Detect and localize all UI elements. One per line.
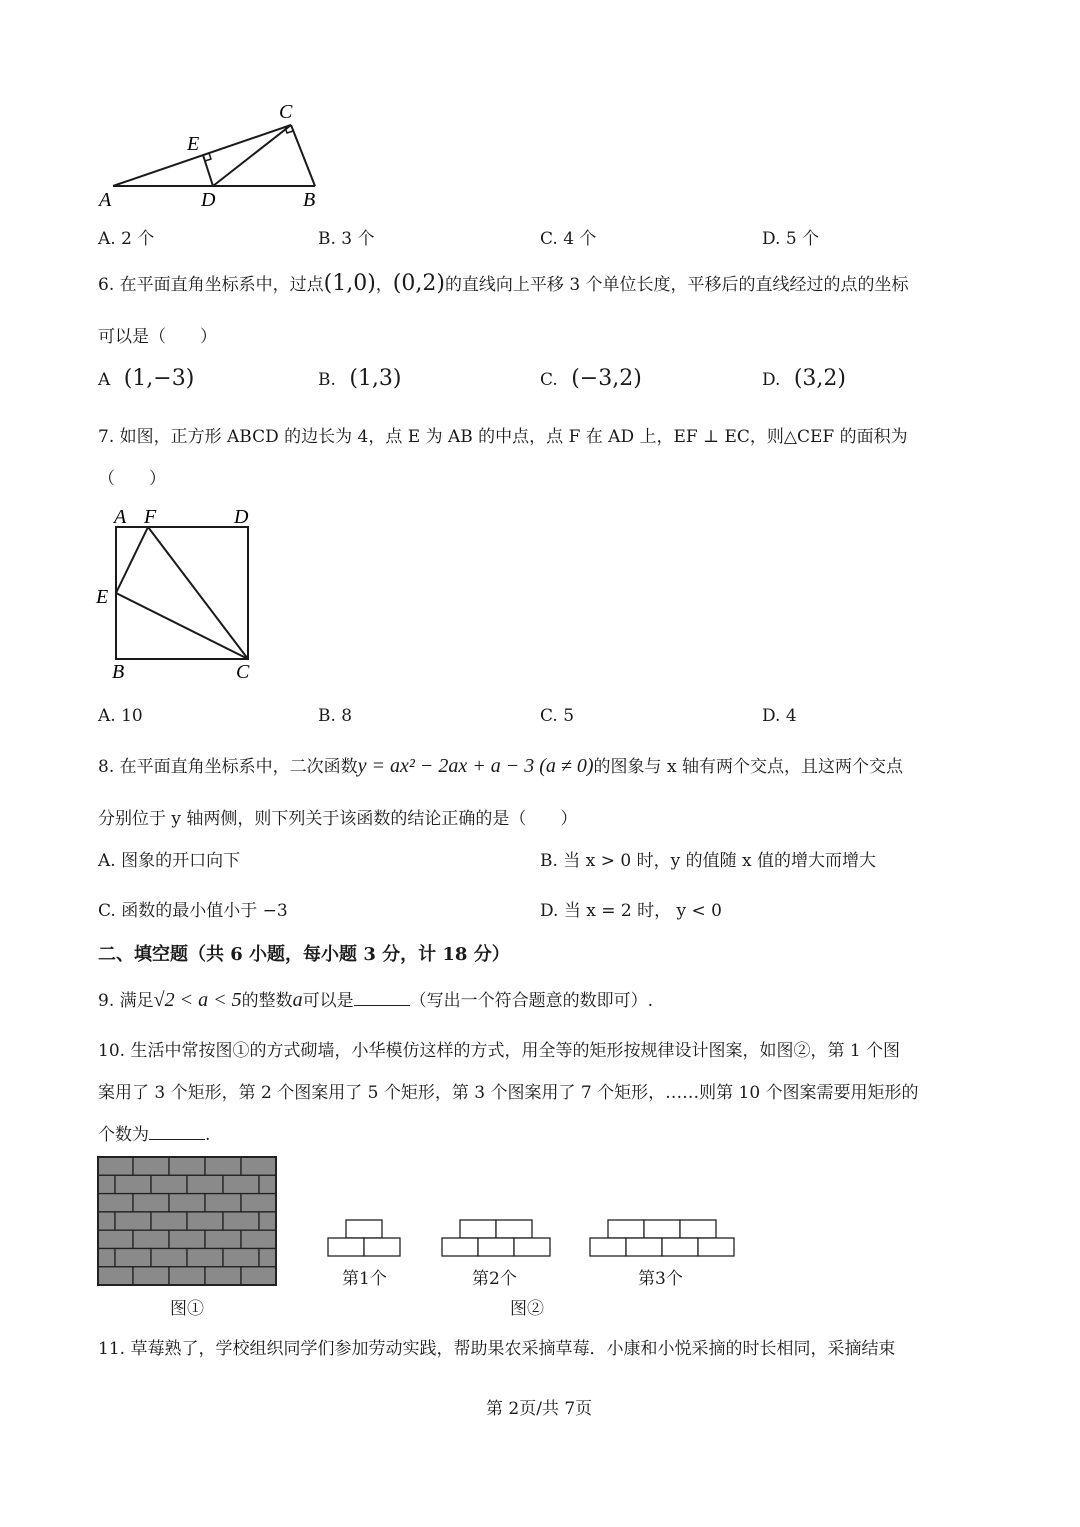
wall-brick (205, 1230, 241, 1248)
q7-option-b[interactable]: B. 8 (318, 706, 353, 726)
q5-label-a: A (99, 189, 112, 211)
pattern2-brick (514, 1238, 550, 1256)
q7-label-a: A (114, 506, 127, 528)
pattern2-brick (442, 1238, 478, 1256)
q7-question-line1: 7. 如图，正方形 ABCD 的边长为 4，点 E 为 AB 的中点，点 F 在 AD 上，EF ⊥ EC，则△CEF 的面积为 (98, 427, 908, 447)
q6-option-c-val: (−3,2) (571, 366, 642, 391)
wall-brick (133, 1267, 169, 1285)
q10-question-line3 (98, 1120, 210, 1145)
pattern2-brick (460, 1220, 496, 1238)
q7-label-f: F (144, 506, 157, 528)
wall-brick (205, 1194, 241, 1212)
q5-label-b: B (303, 189, 316, 211)
q9-suffix: 可以是 (302, 991, 354, 1011)
q7-label-c: C (236, 661, 250, 683)
q8-text-1: 8. 在平面直角坐标系中，二次函数 (98, 757, 358, 777)
q10-question-line1: 10. 生活中常按图①的方式砌墙，小华模仿这样的方式，用全等的矩形按规律设计图案，如图②，第 1 个图 (98, 1041, 901, 1061)
page-footer: 第 2页/共 7页 (486, 1399, 593, 1419)
wall-brick (115, 1212, 151, 1230)
q6-option-b[interactable] (318, 366, 401, 391)
wall-brick (98, 1175, 115, 1193)
wall-brick (205, 1267, 241, 1285)
pattern1-brick (328, 1238, 364, 1256)
q5-label-e: E (187, 133, 200, 155)
q8-question-line1 (98, 752, 903, 778)
q6-question-line1 (98, 270, 909, 296)
wall-brick (115, 1175, 151, 1193)
q6-option-a-key: A (98, 370, 111, 390)
q10-caption-1: 第1个 (342, 1269, 387, 1289)
q6-option-c-key: C. (540, 370, 558, 390)
q10-fig1-caption: 图① (170, 1299, 204, 1319)
wall-brick (169, 1157, 205, 1175)
q5-option-d[interactable]: D. 5 个 (762, 229, 820, 249)
pattern3-brick (608, 1220, 644, 1238)
wall-brick (259, 1175, 276, 1193)
q7-label-d: D (234, 506, 249, 528)
q8-option-c[interactable]: C. 函数的最小值小于 −3 (98, 901, 288, 921)
q10-end: . (205, 1125, 211, 1145)
pattern2-brick (496, 1220, 532, 1238)
wall-brick (115, 1249, 151, 1267)
q6-option-d-val: (3,2) (793, 366, 846, 391)
wall-brick (169, 1267, 205, 1285)
wall-brick (169, 1230, 205, 1248)
pattern1-brick (346, 1220, 382, 1238)
q6-option-a[interactable] (98, 366, 194, 391)
q9-inequality: √2 < a < 5 (153, 989, 242, 1011)
wall-brick (133, 1157, 169, 1175)
q6-point-2: (0,2) (392, 271, 445, 296)
wall-brick (151, 1249, 187, 1267)
q6-point-1: (1,0) (323, 271, 376, 296)
q7-option-d[interactable]: D. 4 (762, 706, 797, 726)
q9-prefix: 9. 满足 (98, 991, 154, 1011)
wall-brick (98, 1157, 133, 1175)
wall-brick (169, 1194, 205, 1212)
wall-brick (259, 1249, 276, 1267)
wall-brick (151, 1212, 187, 1230)
wall-brick (187, 1175, 223, 1193)
q7-question-line2: （ ） (98, 469, 166, 489)
q9-mid: 的整数 (241, 991, 293, 1011)
q6-option-c[interactable] (540, 366, 642, 391)
q8-option-d[interactable]: D. 当 x = 2 时， y < 0 (540, 901, 722, 921)
q9-answer-blank[interactable] (354, 1004, 410, 1006)
q10-text-3: 个数为 (98, 1125, 149, 1145)
wall-brick (241, 1230, 276, 1248)
wall-brick (187, 1249, 223, 1267)
q6-option-d-key: D. (762, 370, 781, 390)
q10-pattern-figures (326, 1216, 746, 1260)
section-2-heading: 二、填空题（共 6 小题，每小题 3 分，计 18 分） (98, 944, 510, 965)
wall-brick (259, 1212, 276, 1230)
q7-square-figure (92, 505, 267, 685)
q8-option-a[interactable]: A. 图象的开口向下 (98, 851, 241, 871)
wall-brick (241, 1267, 276, 1285)
pattern1-brick (364, 1238, 400, 1256)
wall-brick (133, 1230, 169, 1248)
pattern2-brick (478, 1238, 514, 1256)
pattern3-brick (680, 1220, 716, 1238)
q6-option-a-val: (1,−3) (123, 366, 195, 391)
q10-caption-2: 第2个 (472, 1269, 517, 1289)
q7-label-e: E (96, 586, 109, 608)
wall-brick (98, 1212, 115, 1230)
wall-brick (98, 1249, 115, 1267)
pattern3-brick (590, 1238, 626, 1256)
wall-brick (98, 1230, 133, 1248)
q8-question-line2: 分别位于 y 轴两侧，则下列关于该函数的结论正确的是（ ） (98, 809, 578, 829)
wall-brick (205, 1157, 241, 1175)
pattern3-brick (662, 1238, 698, 1256)
q8-formula: y = ax² − 2ax + a − 3 (a ≠ 0) (357, 755, 594, 777)
wall-brick (133, 1194, 169, 1212)
q11-question-line1: 11. 草莓熟了，学校组织同学们参加劳动实践，帮助果农采摘草莓．小康和小悦采摘的时长相同，采摘结束 (98, 1339, 896, 1359)
q6-text-1: 6. 在平面直角坐标系中，过点 (98, 275, 324, 295)
wall-brick (223, 1249, 259, 1267)
q5-option-c[interactable]: C. 4 个 (540, 229, 597, 249)
q5-option-a[interactable]: A. 2 个 (98, 229, 155, 249)
q6-text-2: 的直线向上平移 3 个单位长度，平移后的直线经过的点的坐标 (444, 275, 909, 295)
wall-brick (241, 1194, 276, 1212)
pattern3-brick (698, 1238, 734, 1256)
wall-brick (241, 1157, 276, 1175)
q10-answer-blank[interactable] (149, 1138, 205, 1140)
q9-var: a (292, 989, 303, 1011)
q6-option-b-val: (1,3) (349, 366, 402, 391)
q10-fig2-caption: 图② (510, 1299, 544, 1319)
q5-label-d: D (201, 189, 216, 211)
q10-brick-wall-figure (97, 1156, 279, 1288)
q10-caption-3: 第3个 (638, 1269, 683, 1289)
q5-option-b[interactable]: B. 3 个 (318, 229, 375, 249)
q9-tail: （写出一个符合题意的数即可）. (409, 991, 653, 1011)
pattern3-brick (644, 1220, 680, 1238)
q5-triangle-figure (95, 98, 335, 213)
wall-brick (223, 1175, 259, 1193)
wall-brick (98, 1267, 133, 1285)
wall-brick (223, 1212, 259, 1230)
q6-option-b-key: B. (318, 370, 336, 390)
q10-question-line2: 案用了 3 个矩形，第 2 个图案用了 5 个矩形，第 3 个图案用了 7 个矩形，……则第 10 个图案需要用矩形的 (98, 1083, 919, 1103)
q7-label-b: B (112, 661, 125, 683)
q7-option-a[interactable]: A. 10 (98, 706, 143, 726)
wall-brick (187, 1212, 223, 1230)
q6-sep: ， (375, 275, 393, 295)
q8-text-2: 的图象与 x 轴有两个交点，且这两个交点 (593, 757, 903, 777)
q5-label-c: C (279, 101, 293, 123)
q7-option-c[interactable]: C. 5 (540, 706, 575, 726)
q6-option-d[interactable] (762, 366, 846, 391)
pattern3-brick (626, 1238, 662, 1256)
wall-brick (98, 1194, 133, 1212)
q9-question (98, 986, 653, 1012)
q6-question-line2: 可以是（ ） (98, 327, 217, 347)
wall-brick (151, 1175, 187, 1193)
q8-option-b[interactable]: B. 当 x > 0 时，y 的值随 x 值的增大而增大 (540, 851, 876, 871)
